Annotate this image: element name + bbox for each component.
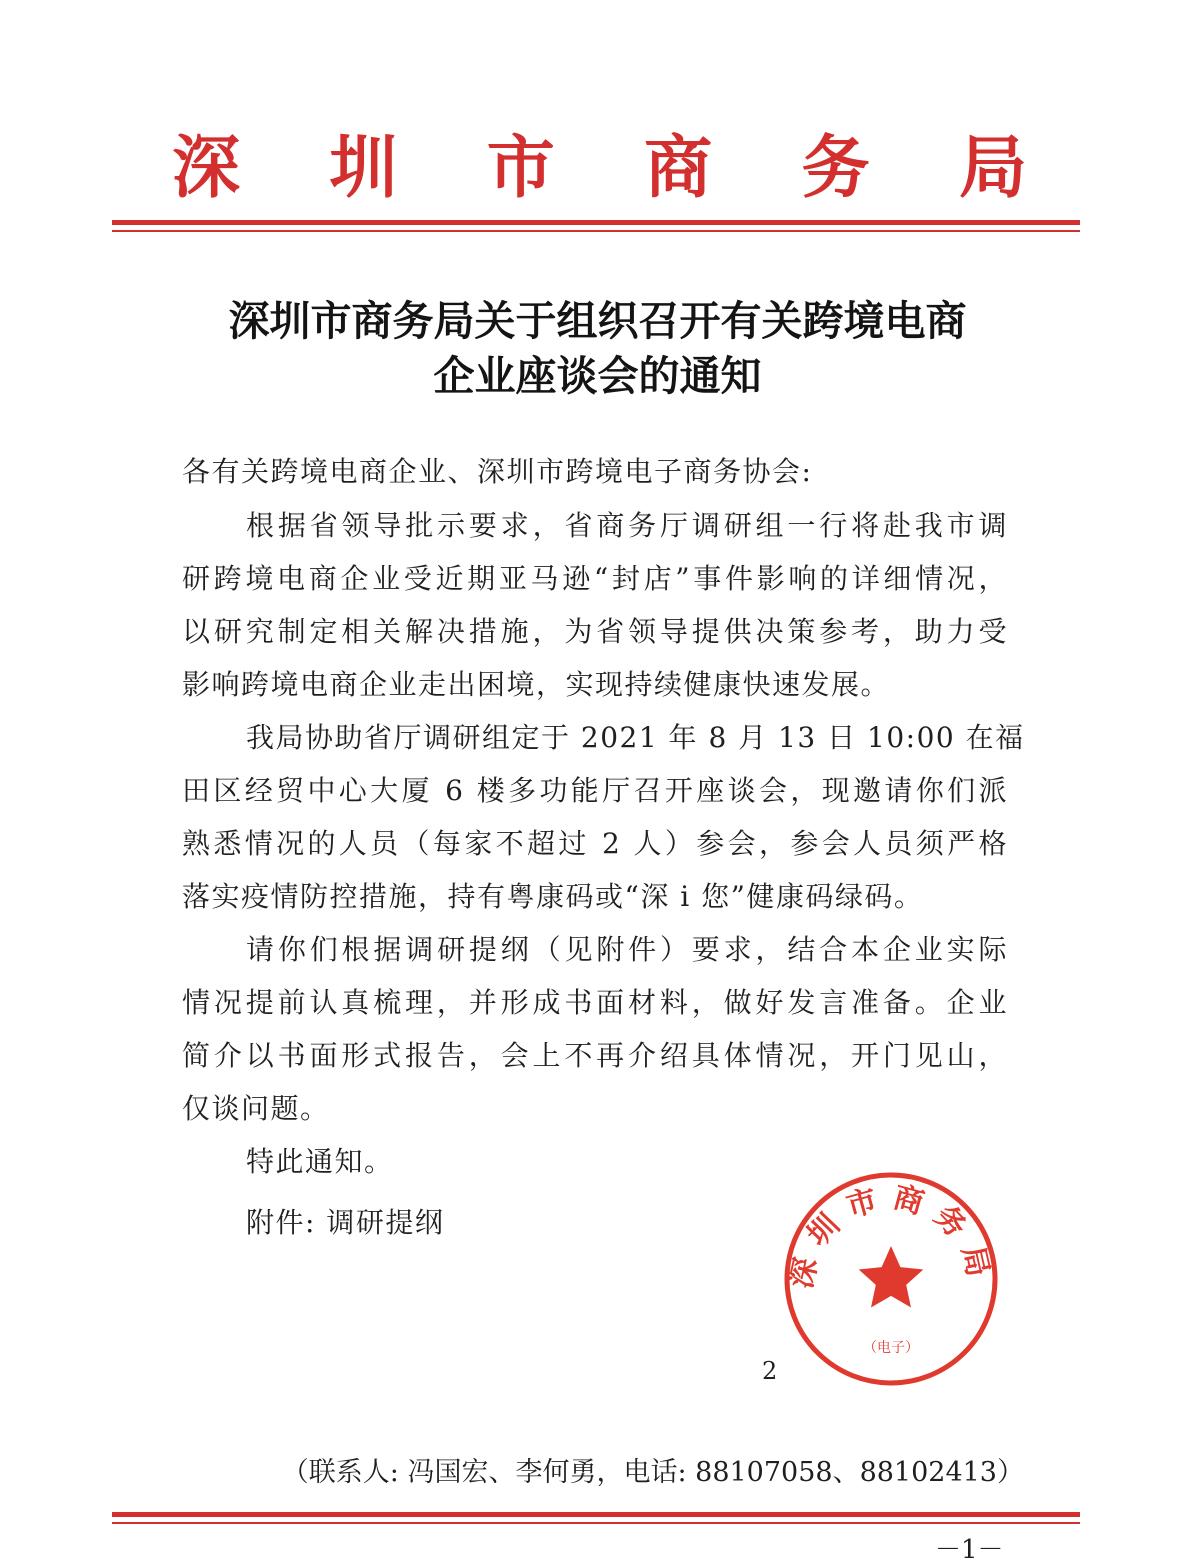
svg-text:深圳市商务局: 深圳市商务局 (783, 1179, 999, 1292)
paragraph-3-line-1: 请你们根据调研提纲（见附件）要求，结合本企业实际 (246, 933, 1008, 966)
document-title-line-2: 企业座谈会的通知 (433, 352, 762, 400)
salutation: 各有关跨境电商企业、深圳市跨境电子商务协会: (182, 455, 813, 488)
letterhead-char-5: 务 (801, 128, 870, 208)
paragraph-1-line-1: 根据省领导批示要求，省商务厅调研组一行将赴我市调 (246, 509, 1008, 542)
closing-notice: 特此通知。 (246, 1145, 394, 1178)
letterhead-char-4: 商 (644, 128, 713, 208)
letterhead-char-1: 深 (172, 128, 241, 208)
paragraph-3-line-2: 情况提前认真梳理，并形成书面材料，做好发言准备。企业 (182, 986, 1008, 1019)
paragraph-2-line-2: 田区经贸中心大厦 6 楼多功能厅召开座谈会，现邀请你们派 (182, 774, 1008, 807)
paragraph-2-line-1: 我局协助省厅调研组定于 2021 年 8 月 13 日 10:00 在福 (246, 721, 1025, 754)
paragraph-1-line-3: 以研究制定相关解决措施，为省领导提供决策参考，助力受 (182, 615, 1008, 648)
paragraph-1-line-2: 研跨境电商企业受近期亚马逊“封店”事件影响的详细情况， (182, 562, 1008, 595)
header-red-rule-thin (112, 230, 1080, 232)
letterhead-char-3: 市 (486, 128, 555, 208)
page-number: －1－ (935, 1535, 1004, 1565)
document-title-line-1: 深圳市商务局关于组织召开有关跨境电商 (228, 297, 967, 345)
paragraph-2-line-4: 落实疫情防控措施，持有粤康码或“深 i 您”健康码绿码。 (182, 880, 924, 913)
scan-number: 2 (762, 1357, 778, 1385)
paragraph-1-line-4: 影响跨境电商企业走出困境，实现持续健康快速发展。 (182, 668, 891, 701)
letterhead (0, 128, 1195, 208)
paragraph-3-line-4: 仅谈问题。 (182, 1092, 330, 1125)
svg-text:（电子）: （电子） (863, 1340, 919, 1356)
footer-red-rule-thick (112, 1512, 1080, 1517)
header-red-rule-thick (112, 220, 1080, 225)
letterhead-char-2: 圳 (329, 128, 398, 208)
official-seal-stamp (780, 1168, 1002, 1390)
footer-red-rule-thin (112, 1522, 1080, 1524)
seal-star-icon (859, 1246, 924, 1308)
paragraph-3-line-3: 简介以书面形式报告，会上不再介绍具体情况，开门见山， (182, 1039, 1008, 1072)
letterhead-char-6: 局 (958, 128, 1027, 208)
attachment-line: 附件: 调研提纲 (246, 1206, 445, 1239)
contact-info: （联系人: 冯国宏、李何勇，电话: 88107058、88102413） (281, 1457, 1024, 1488)
paragraph-2-line-3: 熟悉情况的人员（每家不超过 2 人）参会，参会人员须严格 (182, 827, 1008, 860)
